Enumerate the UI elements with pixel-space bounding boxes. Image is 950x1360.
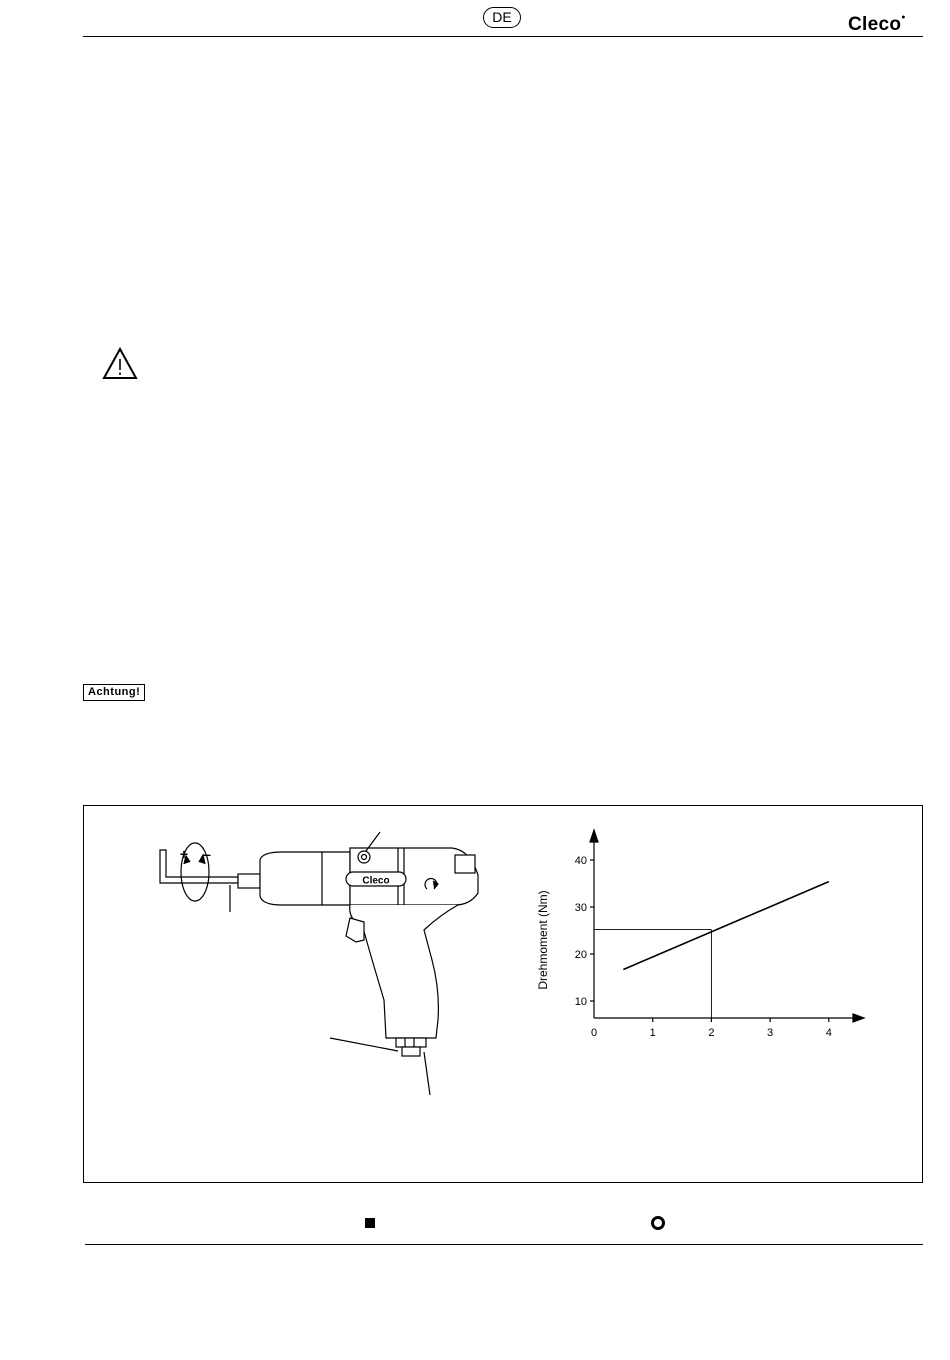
x-axis-arrow-icon [853,1014,864,1022]
y-tick-label: 10 [574,996,587,1008]
x-tick-label: 1 [649,1027,656,1039]
y-axis-arrow-icon [590,830,598,842]
y-tick-label: 30 [574,902,587,914]
brand-logo-text: Cleco [848,14,902,35]
minus-sign: – [203,846,211,862]
warning-triangle-icon [102,347,138,380]
y-tick-label: 40 [574,855,587,867]
x-tick-label: 4 [825,1027,832,1039]
footer-rule [85,1244,923,1245]
y-axis-label: Drehmoment (Nm) [536,890,550,990]
plus-sign: + [179,846,189,862]
tool-illustration [145,820,495,1110]
x-tick-label: 2 [708,1027,715,1039]
x-tick-label: 0 [590,1027,598,1039]
series-line [623,882,828,970]
filled-square-icon [365,1218,375,1228]
notice-label: Achtung! [83,684,145,701]
tool-logo-text: Cleco [362,875,390,887]
brand-logo: Cleco● [848,14,906,35]
language-badge: DE [483,7,521,28]
header-rule [83,36,923,37]
ring-icon [651,1216,665,1230]
y-tick-label: 20 [574,949,587,961]
hex-key-icon [160,850,238,883]
torque-chart [525,820,870,1050]
x-tick-label: 3 [767,1027,774,1039]
